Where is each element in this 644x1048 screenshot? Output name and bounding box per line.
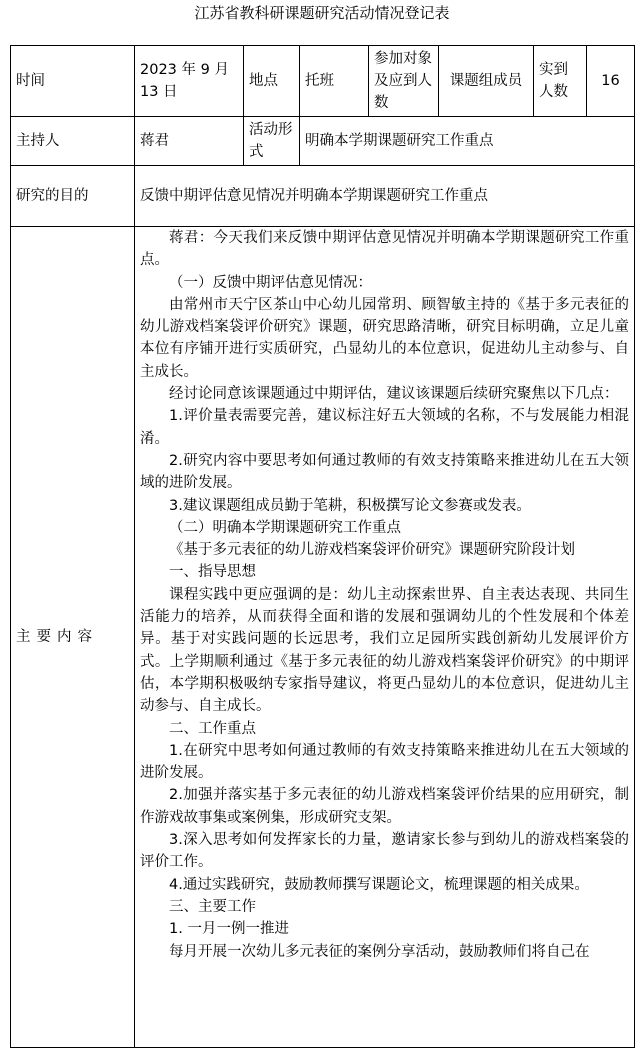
page-title: 江苏省教科研课题研究活动情况登记表 <box>194 4 450 22</box>
actual-count-label: 实到人数 <box>534 46 587 117</box>
content-paragraph: 3.建议课题组成员勤于笔耕，积极撰写论文参赛或发表。 <box>169 497 531 514</box>
content-paragraph: （二）明确本学期课题研究工作重点 <box>169 519 401 536</box>
purpose-row <box>11 166 635 227</box>
activity-form-value: 明确本学期课题研究工作重点 <box>300 117 635 166</box>
host-label: 主持人 <box>11 117 135 166</box>
place-value: 托班 <box>300 46 369 117</box>
purpose-value: 反馈中期评估意见情况并明确本学期课题研究工作重点 <box>135 166 635 227</box>
content-paragraph: （一）反馈中期评估意见情况： <box>169 274 372 291</box>
time-row <box>11 46 635 117</box>
content-paragraph: 1.在研究中思考如何通过教师的有效支持策略来推进幼儿在五大领域的进阶发展。 <box>140 742 629 782</box>
content-paragraph: 由常州市天宁区茶山中心幼儿园常玥、顾智敏主持的《基于多元表征的幼儿游戏档案袋评价研究》课题，研究思路清晰，研究目标明确，立足儿童本位有序铺开进行实质研究，凸显幼儿的本位意识，促进幼儿主动参与、自主成长。 <box>140 296 629 380</box>
content-row <box>11 227 635 1048</box>
host-row <box>11 117 635 166</box>
content-heading: 二、工作重点 <box>169 720 256 737</box>
attendees-value: 课题组成员 <box>439 46 534 117</box>
main-content-body <box>135 227 635 1048</box>
host-value: 蒋君 <box>135 117 244 166</box>
content-paragraph: 课程实践中更应强调的是：幼儿主动探索世界、自主表达表现、共同生活能力的培养，从而获得全面和谐的发展和强调幼儿的个性发展和个体差异。基于对实践问题的长远思考，我们立足园所实践创新幼儿发展评价方式。上学期顺利通过《基于多元表征的幼儿游戏档案袋评价研究》的中期评估，本学期积极吸纳专家指导建议，将更凸显幼儿的本位意识，促进幼儿主动参与、自主成长。 <box>140 586 629 715</box>
content-paragraph: 4.通过实践研究，鼓励教师撰写课题论文，梳理课题的相关成果。 <box>169 876 589 893</box>
content-heading: 三、主要工作 <box>169 898 256 915</box>
content-paragraph: 蒋君：今天我们来反馈中期评估意见情况并明确本学期课题研究工作重点。 <box>140 230 629 269</box>
content-paragraph: 2.研究内容中要思考如何通过教师的有效支持策略来推进幼儿在五大领域的进阶发展。 <box>140 452 629 492</box>
content-paragraph: 《基于多元表征的幼儿游戏档案袋评价研究》课题研究阶段计划 <box>169 542 575 559</box>
content-paragraph: 经讨论同意该课题通过中期评估，建议该课题后续研究聚焦以下几点： <box>169 386 619 403</box>
place-label: 地点 <box>244 46 300 117</box>
content-paragraph: 3.深入思考如何发挥家长的力量，邀请家长参与到幼儿的游戏档案袋的评价工作。 <box>140 832 629 871</box>
time-label: 时间 <box>11 46 135 117</box>
time-value: 2023 年 9 月 13 日 <box>135 46 244 117</box>
content-paragraph: 每月开展一次幼儿多元表征的案例分享活动，鼓励教师们将自己在 <box>169 943 590 960</box>
content-paragraph: 2.加强并落实基于多元表征的幼儿游戏档案袋评价结果的应用研究，制作游戏故事集或案例集，形成研究支架。 <box>140 787 629 826</box>
activity-record-table <box>10 45 635 1048</box>
actual-count-value: 16 <box>587 46 635 117</box>
purpose-label: 研究的目的 <box>11 166 135 227</box>
attendees-label: 参加对象及应到人数 <box>369 46 439 117</box>
activity-form-label: 活动形式 <box>244 117 300 166</box>
content-heading: 一、指导思想 <box>169 564 256 581</box>
main-content-label: 主要内容 <box>11 227 135 1048</box>
content-paragraph: 1.评价量表需要完善，建议标注好五大领域的名称，不与发展能力相混淆。 <box>140 408 629 447</box>
content-paragraph: 1. 一月一例一推进 <box>169 921 289 938</box>
